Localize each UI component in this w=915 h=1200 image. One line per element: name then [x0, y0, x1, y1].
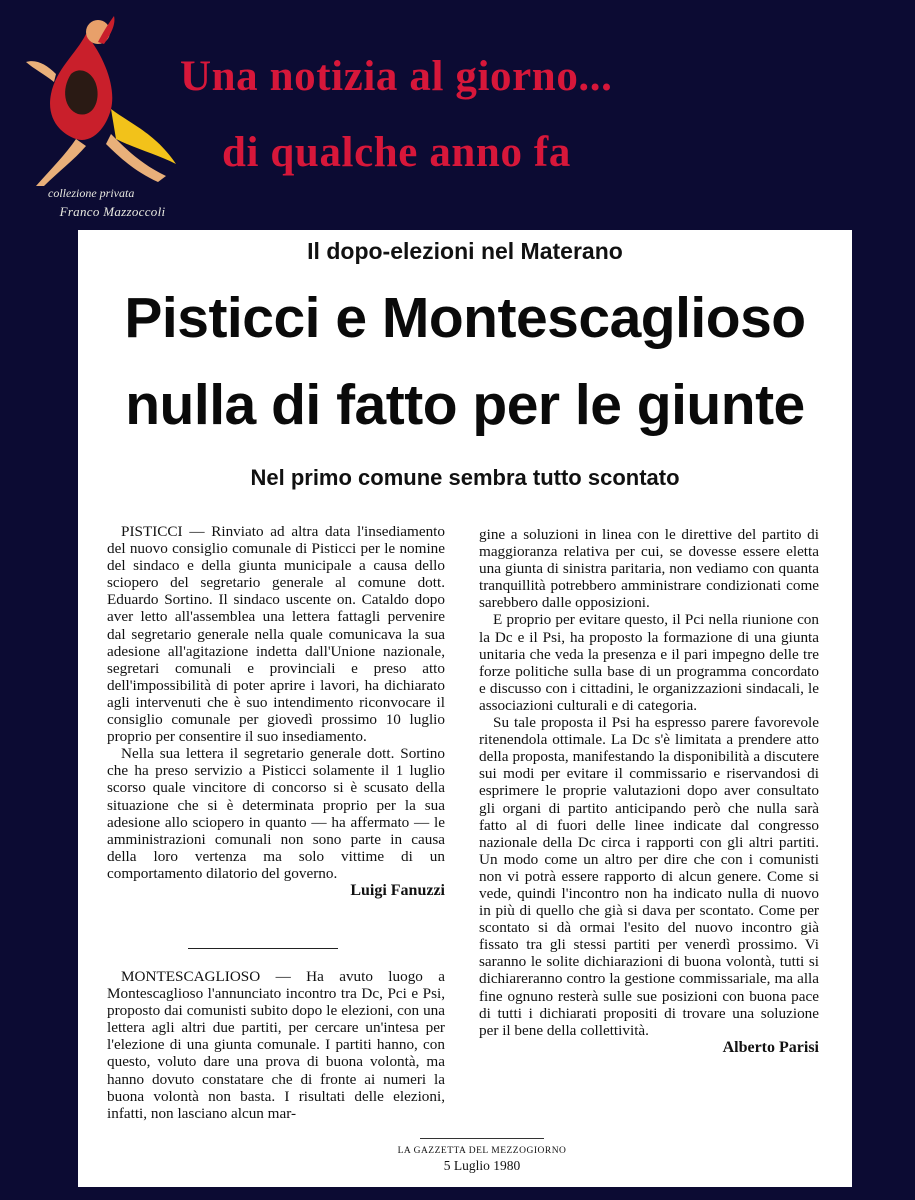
- montescaglioso-paragraph-1: MONTESCAGLIOSO — Ha avuto luogo a Montescaglioso l'annunciato incontro tra Dc, Pci e Psi, proposto dai comunisti subito dopo le elezioni, con una lettera agli altri due partiti, per cercare un'intesa per l'elezione di una giunta comunale. I partiti hanno, con questo, voluto dare una prova di buona volontà, ma hanno dovuto constatare che di fronte ai numeri la buona volontà non basta. I risultati delle elezioni, infatti, non lasciano alcun mar-: [107, 968, 445, 1122]
- montescaglioso-paragraph-2: E proprio per evitare questo, il Pci nella riunione con la Dc e il Psi, ha proposto la formazione di una giunta unitaria che veda la presenza e il pari impegno delle tre forze politiche sulla base di un programma concordato e discusso con i cittadini, le organizzazioni sindacali, le associazioni culturali e di categoria.: [479, 611, 819, 714]
- collection-logo: [10, 8, 185, 228]
- logo-caption: [30, 186, 195, 220]
- source-date: 5 Luglio 1980: [443, 1158, 521, 1173]
- footer-rule: [420, 1138, 544, 1139]
- source-footer: [392, 1138, 572, 1174]
- pisticci-signature: Luigi Fanuzzi: [350, 881, 445, 899]
- montescaglioso-paragraph-1-continued: gine a soluzioni in linea con le direttive del partito di maggioranza relativa per cui, se dovesse essere eletta una giunta di sinistra paritaria, non vediamo con quanta tranquillità potrebbero amministrare condizionati come sarebbero dalle opposizioni.: [479, 526, 819, 612]
- montescaglioso-section-continued: [479, 526, 819, 1056]
- headline-line1: Una notizia al giorno...: [180, 53, 613, 100]
- source-publication: LA GAZZETTA DEL MEZZOGIORNO: [397, 1146, 567, 1156]
- newspaper-clipping: [78, 230, 852, 1187]
- article-kicker: Il dopo-elezioni nel Materano: [307, 238, 623, 264]
- logo-caption-line2: Franco Mazzoccoli: [59, 204, 166, 219]
- montescaglioso-section-start: [107, 968, 445, 1122]
- dancer-figure-icon: [16, 14, 186, 189]
- montescaglioso-paragraph-3: Su tale proposta il Psi ha espresso parere favorevole ritenendola ottimale. La Dc s'è limitata a prendere atto della proposta, manifestando la disponibilità a discutere sui modi per evitare il commissario e riservandosi di esprimere le proprie valutazioni dopo aver consultato gli organi di partito anticipando però che nulla sarà fatto al di fuori delle linee indicate dal congresso nazionale della Dc circa i rapporti con gli altri partiti. Un modo come un altro per dire che con i comunisti non vi potrà essere rapporto di alcun genere. Come si vede, quindi l'incontro non ha indicato nulla di nuovo in più di quello che già si dava per scontato. Come per scontato si dà ormai l'esito del nuovo incontro già fissato tra gli stessi partiti per venerdì prossimo. Vi saranno le solite dichiarazioni di buona volontà, tutti si dichiareranno contro la gestione commissariale, ma alla fine ognuno resterà sulle sue posizioni con buona pace di tutti i dichiarati propositi di trovare una soluzione per il bene della collettività.: [479, 714, 819, 1039]
- section-divider: [188, 948, 338, 949]
- article-title-line1: Pisticci e Montescaglioso: [124, 286, 806, 350]
- article-title-line2: nulla di fatto per le giunte: [125, 373, 805, 437]
- pisticci-paragraph-2: Nella sua lettera il segretario generale dott. Sortino che ha preso servizio a Pisticci solamente il 1 luglio scorso quale vincitore di concorso si è scusato della situazione che si è determinata proprio per la sua adesione allo sciopero in quanto — ha affermato — le amministrazioni comunali non sono parte in causa della loro vertenza ma solo vittime di un comportamento dilatorio del governo.: [107, 745, 445, 882]
- headline-line2: di qualche anno fa: [222, 129, 571, 176]
- article-subtitle: Nel primo comune sembra tutto scontato: [250, 465, 680, 490]
- pisticci-paragraph-1: PISTICCI — Rinviato ad altra data l'insediamento del nuovo consiglio comunale di Pisticci per le nomine del sindaco e della giunta municipale a causa dello sciopero del segretario generale al comune dott. Eduardo Sortino. Il sindaco uscente on. Cataldo dopo aver letto all'assemblea una lettera fattagli pervenire dal segretario generale nella quale comunicava la sua adesione all'agitazione indetta dall'Unione nazionale, segretari comunali e provinciali e preso atto dell'impossibilità di poter aprire i lavori, ha dichiarato agli intervenuti che è suo intendimento riconvocare il consiglio comunale per giovedì prossimo 10 luglio proprio per consentire il suo insediamento.: [107, 523, 445, 746]
- montescaglioso-signature: Alberto Parisi: [722, 1038, 819, 1056]
- pisticci-section: [107, 523, 445, 899]
- logo-caption-line1: collezione privata: [48, 186, 135, 200]
